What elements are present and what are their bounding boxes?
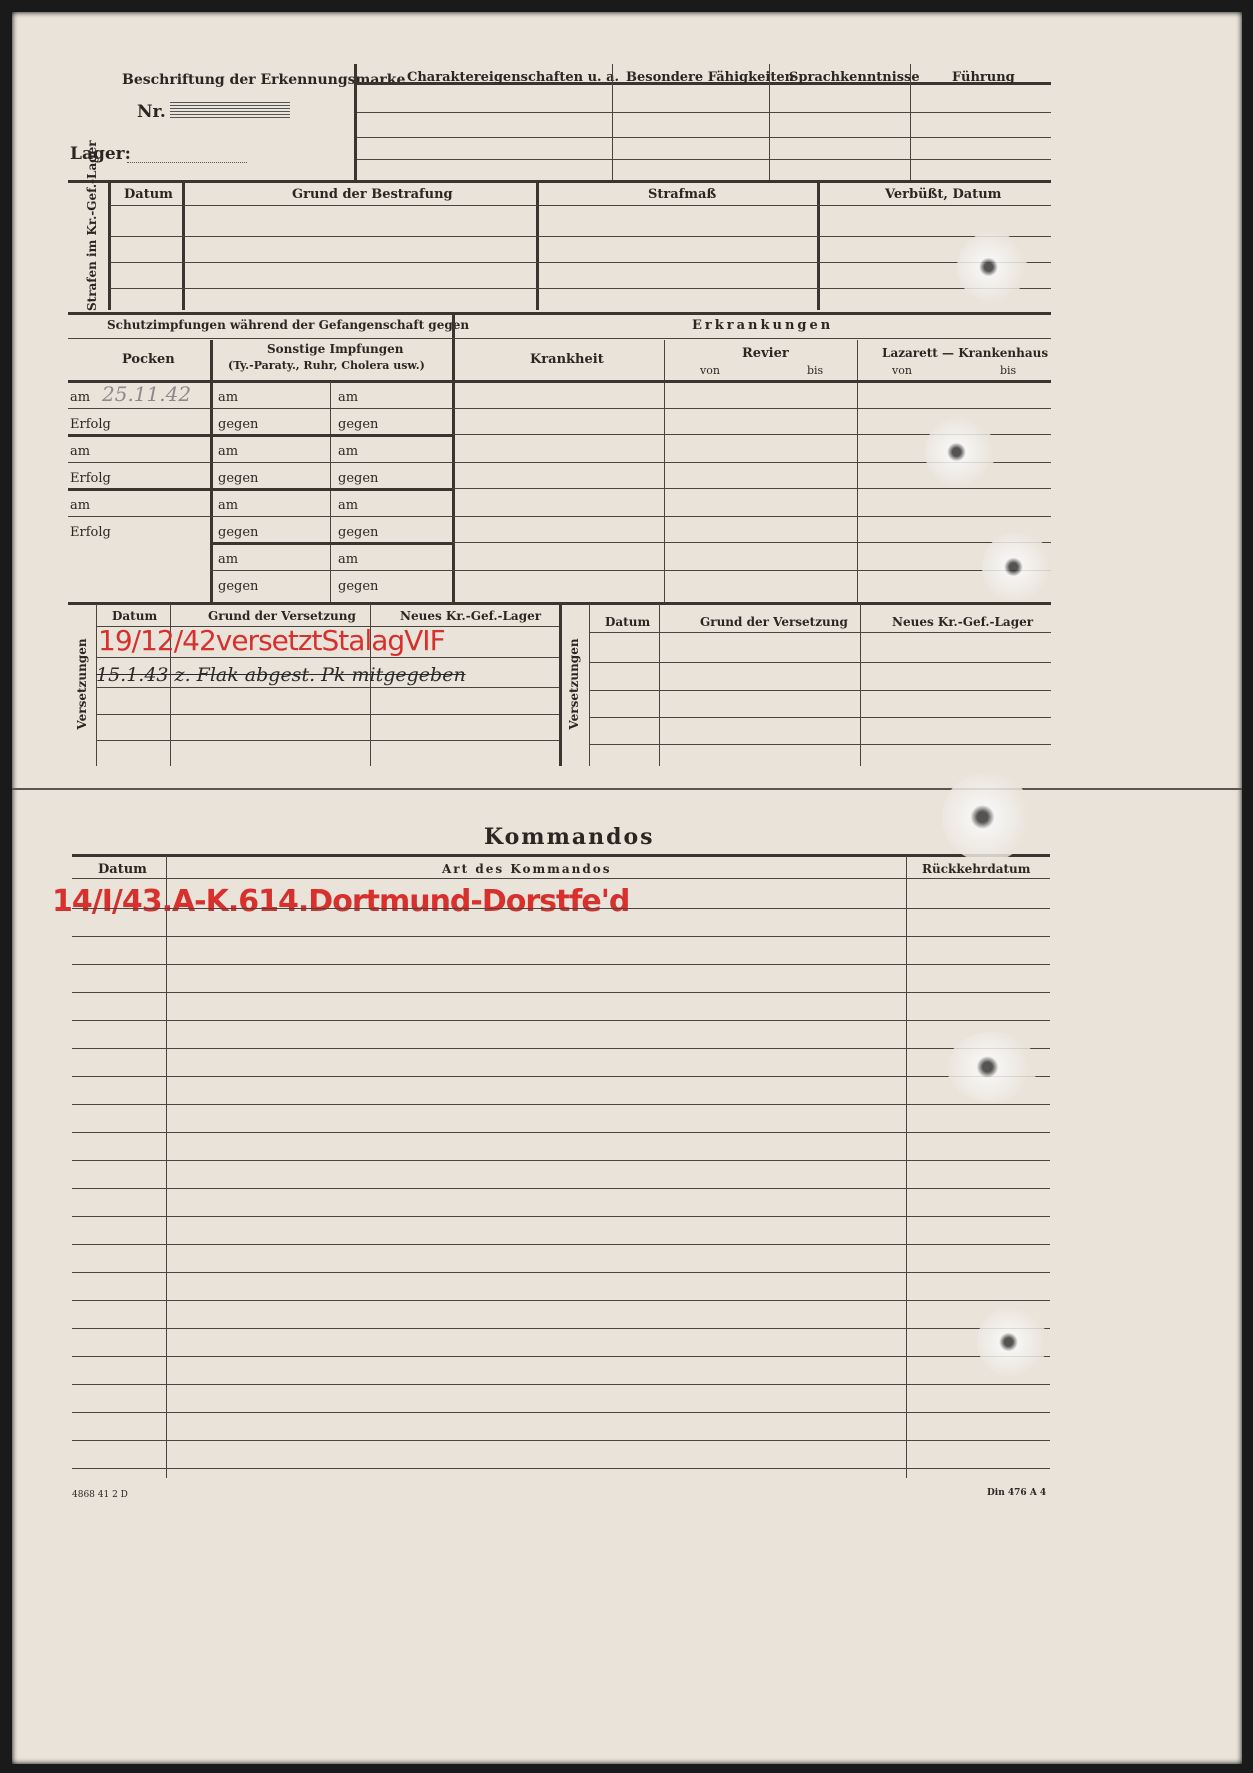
ruled-line (72, 1188, 1050, 1189)
vers-grund-label: Grund der Versetzung (208, 609, 356, 623)
punch-hole (977, 1307, 1047, 1377)
fold-crease (12, 788, 1242, 790)
strafen-side-label: Strafen im Kr.-Gef.-Lager (85, 140, 99, 311)
document-sheet (12, 12, 1242, 1764)
punch-hole (925, 417, 995, 487)
footer-left: 4868 41 2 D (72, 1490, 128, 1500)
krankheit-label: Krankheit (530, 352, 604, 367)
vers-neues-label-2: Neues Kr.-Gef.-Lager (892, 615, 1034, 629)
sonst-gegen-2a: gegen (218, 471, 259, 486)
vers-grund-label-2: Grund der Versetzung (700, 615, 848, 629)
vers-neues-label: Neues Kr.-Gef.-Lager (400, 609, 542, 623)
fuehrung-label: Führung (952, 70, 1015, 85)
pocken-am-3: am (70, 498, 91, 513)
sonst-gegen-1a: gegen (218, 417, 259, 432)
versetzung-stamp-1: 19/12/42versetztStalagVIF (98, 624, 445, 657)
strafmass-label: Strafmaß (648, 187, 717, 202)
sonst-gegen-3a: gegen (218, 525, 259, 540)
revier-bis: bis (807, 364, 824, 377)
kommandos-title: Kommandos (484, 824, 655, 850)
impf-header: Schutzimpfungen während der Gefangenschaft gegen (107, 318, 470, 332)
ruled-line (72, 1328, 1050, 1329)
kommandos-datum-label: Datum (98, 862, 147, 877)
ruled-line (72, 1244, 1050, 1245)
erkrankungen-header: Erkrankungen (692, 318, 834, 333)
nr-label: Nr. (137, 102, 166, 122)
ruled-line (72, 1468, 1050, 1469)
vers-datum-label-2: Datum (605, 615, 651, 629)
nr-value-lines (170, 102, 290, 120)
revier-von: von (700, 364, 720, 377)
kommandos-rueckkehr-label: Rückkehrdatum (922, 862, 1031, 876)
verbuesst-label: Verbüßt, Datum (885, 187, 1002, 202)
sonst-am-2a: am (218, 444, 239, 459)
sonst-am-1b: am (338, 390, 359, 405)
kommando-stamp: 14/I/43.A-K.614.Dortmund-Dorstfe'd (52, 884, 630, 919)
pocken-label: Pocken (122, 352, 175, 367)
ruled-line (72, 1412, 1050, 1413)
sonst-am-3b: am (338, 498, 359, 513)
vers-datum-label: Datum (112, 609, 158, 623)
lager-label: Lager: (70, 144, 131, 164)
lazarett-label: Lazarett — Krankenhaus (882, 346, 1049, 360)
ruled-line (72, 1272, 1050, 1273)
sonst-gegen-2b: gegen (338, 471, 379, 486)
sonst-am-1a: am (218, 390, 239, 405)
pocken-am-2: am (70, 444, 91, 459)
ruled-line (72, 1048, 1050, 1049)
sonst-am-4a: am (218, 552, 239, 567)
charakter-label: Charaktereigenschaften u. a. (407, 70, 620, 85)
sonst-gegen-3b: gegen (338, 525, 379, 540)
ruled-line (72, 1384, 1050, 1385)
sprach-label: Sprachkenntnisse (789, 70, 920, 85)
vers-side-label-left: Versetzungen (75, 638, 89, 730)
ruled-line (72, 1104, 1050, 1105)
revier-label: Revier (742, 346, 789, 361)
punch-hole (982, 532, 1052, 602)
pocken-erfolg-1: Erfolg (70, 417, 111, 432)
punch-hole (957, 232, 1027, 302)
sonst-am-2b: am (338, 444, 359, 459)
ruled-line (72, 1300, 1050, 1301)
kommandos-art-label: Art des Kommandos (442, 862, 612, 876)
ruled-line (72, 1076, 1050, 1077)
ruled-line (72, 1132, 1050, 1133)
faehigkeiten-label: Besondere Fähigkeiten (626, 70, 795, 85)
lager-line (127, 162, 247, 163)
ruled-line (72, 1020, 1050, 1021)
sonst-gegen-1b: gegen (338, 417, 379, 432)
punch-hole (947, 1032, 1037, 1102)
ruled-line (72, 1216, 1050, 1217)
sonstige-label: Sonstige Impfungen (267, 342, 404, 356)
lazarett-von: von (892, 364, 912, 377)
punch-hole (942, 772, 1032, 862)
versetzung-handwritten-2: 15.1.43 z. Flak abgest. Pk mitgegeben (96, 664, 466, 686)
ruled-line (72, 1160, 1050, 1161)
ruled-line (72, 1356, 1050, 1357)
sonst-gegen-4a: gegen (218, 579, 259, 594)
sonst-gegen-4b: gegen (338, 579, 379, 594)
pocken-am-1: am (70, 390, 91, 405)
sonst-am-4b: am (338, 552, 359, 567)
vers-side-label-right: Versetzungen (567, 638, 581, 730)
beschriftung-label: Beschriftung der Erkennungsmarke (122, 72, 406, 88)
ruled-line (72, 964, 1050, 965)
ruled-line (72, 936, 1050, 937)
pocken-erfolg-3: Erfolg (70, 525, 111, 540)
sonst-am-3a: am (218, 498, 239, 513)
lazarett-bis: bis (1000, 364, 1017, 377)
pocken-erfolg-2: Erfolg (70, 471, 111, 486)
sonstige-sub-label: (Ty.-Paraty., Ruhr, Cholera usw.) (228, 359, 425, 372)
strafen-datum-label: Datum (124, 187, 173, 202)
ruled-line (72, 1440, 1050, 1441)
strafen-grund-label: Grund der Bestrafung (292, 187, 453, 202)
pocken-date-handwritten: 25.11.42 (102, 382, 192, 406)
footer-right: Din 476 A 4 (987, 1488, 1047, 1498)
ruled-line (72, 992, 1050, 993)
ruled-line (72, 908, 1050, 909)
